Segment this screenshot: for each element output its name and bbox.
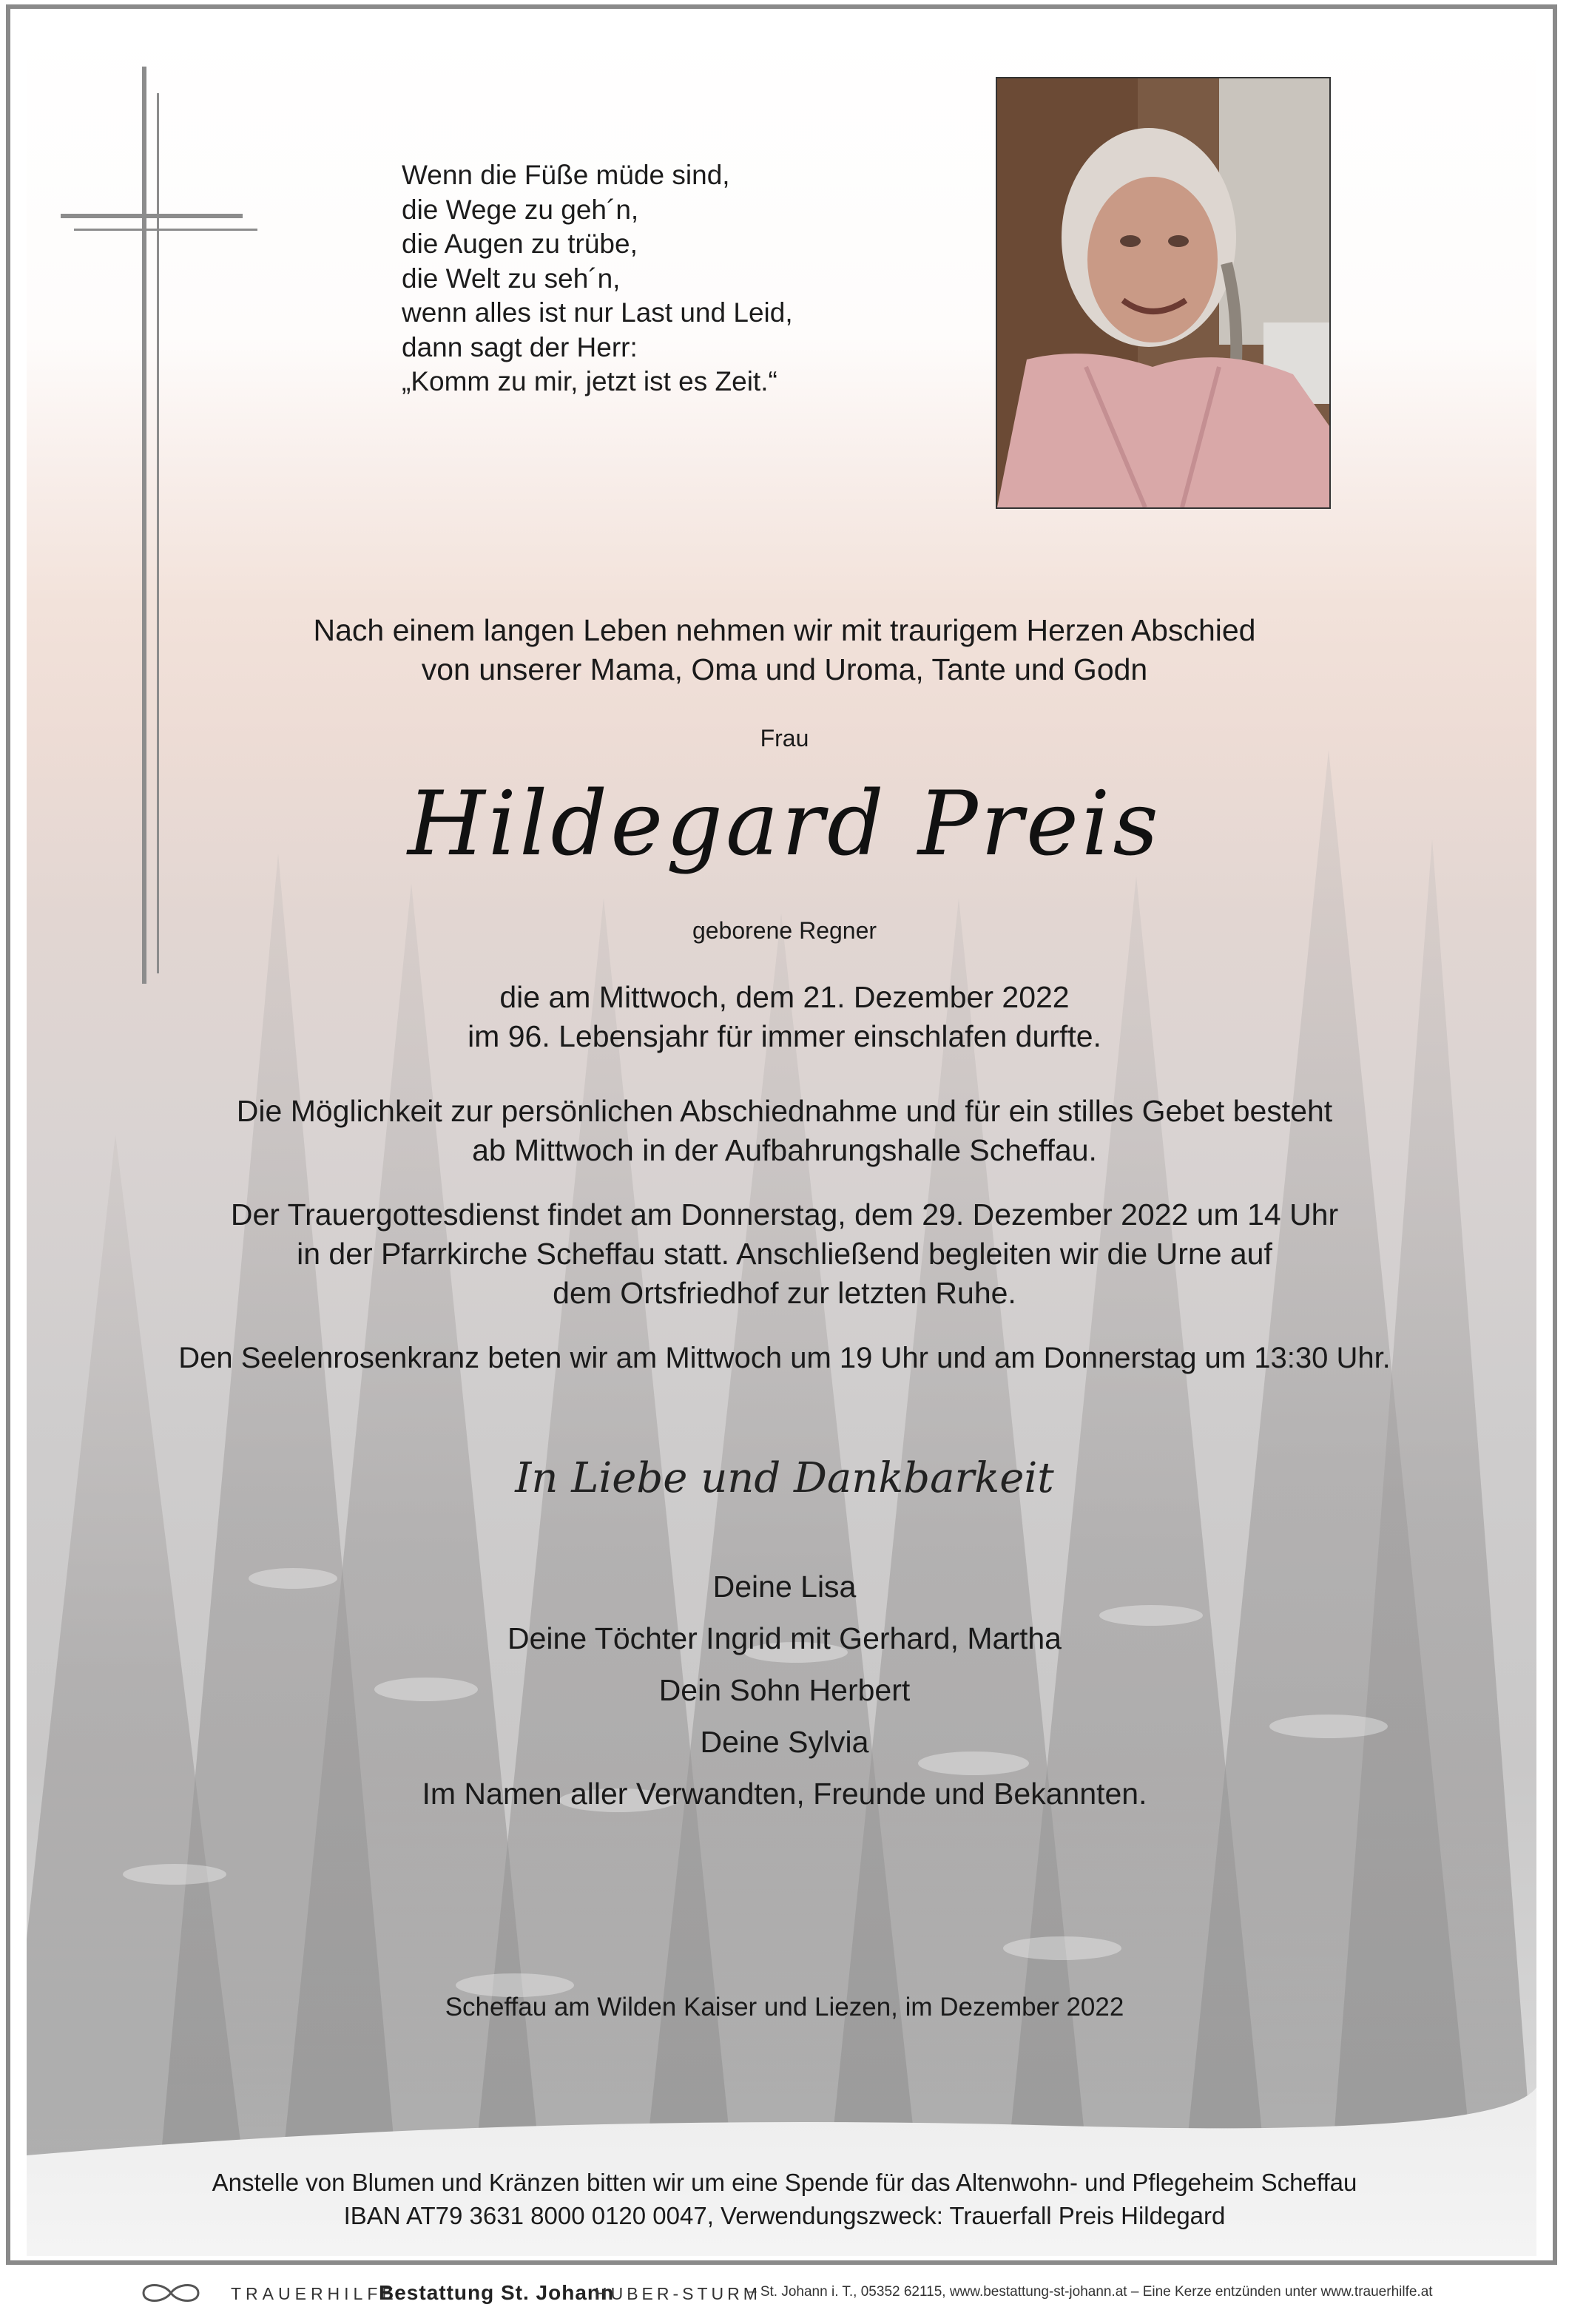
poem-line: dann sagt der Herr:	[402, 331, 638, 362]
footer-brand-prefix: TRAUERHILFE	[231, 2284, 398, 2303]
viewing-line: Die Möglichkeit zur persönlichen Abschiednahme und für ein stilles Gebet besteht	[236, 1094, 1333, 1128]
poem	[402, 158, 793, 399]
poem-line: „Komm zu mir, jetzt ist es Zeit.“	[402, 366, 777, 396]
family-member: Deine Töchter Ingrid mit Gerhard, Martha	[507, 1621, 1062, 1655]
rosary-info: Den Seelenrosenkranz beten wir am Mittwoch um 19 Uhr und am Donnerstag um 13:30 Uhr.	[178, 1342, 1391, 1374]
family-member: Im Namen aller Verwandten, Freunde und Bekannten.	[422, 1777, 1147, 1811]
donation-line: Anstelle von Blumen und Kränzen bitten wir um eine Spende für das Altenwohn- und Pflegeheim Scheffau	[212, 2169, 1357, 2196]
intro-line: Nach einem langen Leben nehmen wir mit traurigem Herzen Abschied	[313, 613, 1256, 647]
poem-line: Wenn die Füße müde sind,	[402, 160, 730, 190]
intro-text	[16, 611, 1553, 689]
donation-note	[16, 2166, 1553, 2232]
viewing-line: ab Mittwoch in der Aufbahrungshalle Scheffau.	[472, 1133, 1097, 1167]
salutation: Frau	[760, 725, 809, 751]
intro-line: von unserer Mama, Oma und Uroma, Tante und Godn	[421, 652, 1148, 686]
service-info	[16, 1195, 1553, 1313]
footer-brand-name: Bestattung St. Johann	[379, 2281, 615, 2304]
place-date: Scheffau am Wilden Kaiser und Liezen, im Dezember 2022	[445, 1993, 1124, 2021]
death-line: die am Mittwoch, dem 21. Dezember 2022	[499, 980, 1070, 1014]
cross-icon-bar	[61, 214, 243, 218]
poem-line: die Augen zu trübe,	[402, 229, 638, 259]
viewing-info	[16, 1092, 1553, 1170]
cross-icon-bar-shadow	[74, 229, 257, 231]
donation-line: IBAN AT79 3631 8000 0120 0047, Verwendungszweck: Trauerfall Preis Hildegard	[343, 2202, 1226, 2229]
infinity-logo-icon	[138, 2280, 204, 2306]
footer-contact: – St. Johann i. T., 05352 62115, www.bestattung-st-johann.at – Eine Kerze entzünden unter www.trauerhilfe.at	[749, 2284, 1433, 2300]
service-line: in der Pfarrkirche Scheffau statt. Anschließend begleiten wir die Urne auf	[297, 1237, 1272, 1271]
family-list	[16, 1561, 1553, 1820]
service-line: dem Ortsfriedhof zur letzten Ruhe.	[553, 1276, 1016, 1310]
poem-line: die Welt zu seh´n,	[402, 263, 621, 294]
footer-brand-suffix: HUBER-STURM	[595, 2284, 761, 2303]
poem-line: die Wege zu geh´n,	[402, 194, 639, 225]
death-line: im 96. Lebensjahr für immer einschlafen durfte.	[468, 1019, 1101, 1053]
poem-line: wenn alles ist nur Last und Leid,	[402, 297, 793, 328]
closing-phrase: In Liebe und Dankbarkeit	[515, 1454, 1054, 1502]
footer-bar	[0, 2265, 1569, 2324]
family-member: Dein Sohn Herbert	[658, 1673, 911, 1707]
service-line: Der Trauergottesdienst findet am Donnerstag, dem 29. Dezember 2022 um 14 Uhr	[230, 1198, 1339, 1232]
family-member: Deine Sylvia	[700, 1725, 869, 1759]
family-member: Deine Lisa	[712, 1570, 857, 1604]
deceased-name: Hildegard Preis	[407, 773, 1161, 876]
portrait-photo	[996, 77, 1331, 509]
birth-name: geborene Regner	[692, 917, 877, 944]
death-notice	[16, 978, 1553, 1056]
